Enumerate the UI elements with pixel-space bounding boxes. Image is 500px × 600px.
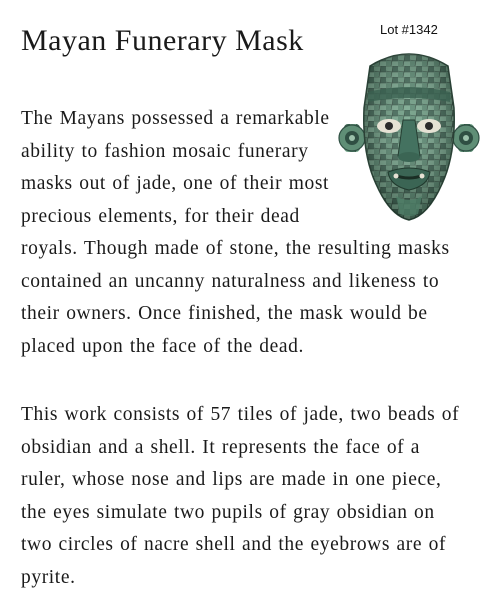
paragraph-line: two circles of nacre shell and the eyebrows are of bbox=[21, 534, 447, 555]
page-title: Mayan Funerary Mask bbox=[21, 24, 304, 57]
paragraph-line: precious elements, for their dead bbox=[21, 205, 300, 227]
paragraph-line: pyrite. bbox=[21, 566, 76, 588]
paragraph-line: contained an uncanny naturalness and likeness to bbox=[21, 270, 440, 292]
lot-number: Lot #1342 bbox=[380, 22, 438, 37]
right-ear-flare bbox=[453, 124, 479, 152]
intro-paragraph bbox=[21, 103, 450, 363]
paragraph-line: royals. Though made of stone, the resulting masks bbox=[21, 238, 450, 259]
paragraph-line: their owners. Once finished, the mask would be bbox=[21, 303, 428, 324]
paragraph-line: placed upon the face of the dead. bbox=[21, 335, 304, 357]
paragraph-line: ability to fashion mosaic funerary bbox=[21, 140, 309, 162]
paragraph-line: ruler, whose nose and lips are made in one piece, bbox=[21, 469, 442, 490]
paragraph-line: obsidian and a shell. It represents the face of a bbox=[21, 436, 421, 458]
paragraph-line: the eyes simulate two pupils of gray obsidian on bbox=[21, 501, 435, 523]
paragraph-line: The Mayans possessed a remarkable bbox=[21, 108, 330, 129]
paragraph-line: masks out of jade, one of their most bbox=[21, 173, 330, 194]
description-paragraph bbox=[21, 399, 459, 594]
paragraph-line: This work consists of 57 tiles of jade, two beads of bbox=[21, 404, 460, 425]
